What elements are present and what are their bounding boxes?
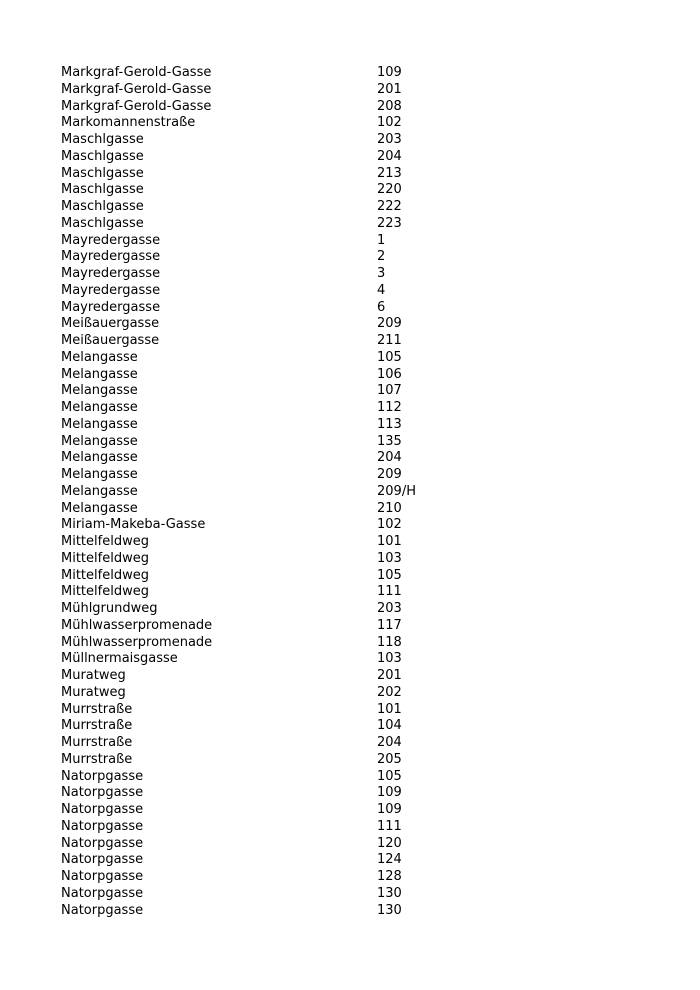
house-number-cell: 101 xyxy=(377,701,402,717)
table-row xyxy=(61,132,481,149)
house-number-cell: 135 xyxy=(377,433,402,449)
table-row xyxy=(61,568,481,585)
street-name-cell: Natorpgasse xyxy=(61,835,144,851)
table-row xyxy=(61,99,481,116)
table-row xyxy=(61,266,481,283)
house-number-cell: 104 xyxy=(377,718,402,734)
table-row xyxy=(61,249,481,266)
street-name-cell: Murrstraße xyxy=(61,701,133,717)
street-name-cell: Mittelfeldweg xyxy=(61,534,149,549)
street-name-cell: Mayredergasse xyxy=(61,282,161,298)
table-row xyxy=(61,82,481,99)
street-name-cell: Murrstraße xyxy=(61,718,133,734)
house-number-cell: 2 xyxy=(377,249,386,265)
table-row xyxy=(61,283,481,300)
house-number-cell: 213 xyxy=(377,165,402,181)
table-row xyxy=(61,434,481,451)
house-number-cell: 1 xyxy=(377,232,386,248)
street-name-cell: Natorpgasse xyxy=(61,885,144,901)
table-row xyxy=(61,182,481,199)
street-name-cell: Melangasse xyxy=(61,400,138,415)
table-row xyxy=(61,584,481,601)
table-row xyxy=(61,836,481,853)
house-number-cell: 211 xyxy=(377,333,402,348)
house-number-cell: 208 xyxy=(377,98,402,114)
street-name-cell: Mittelfeldweg xyxy=(61,567,149,583)
table-row xyxy=(61,316,481,333)
street-name-cell: Müllnermaisgasse xyxy=(61,651,178,667)
table-row xyxy=(61,350,481,367)
street-name-cell: Markgraf-Gerold-Gasse xyxy=(61,81,212,97)
street-name-cell: Murrstraße xyxy=(61,751,133,767)
house-number-cell: 201 xyxy=(377,81,402,97)
house-number-cell: 109 xyxy=(377,802,402,817)
street-name-cell: Miriam-Makeba-Gasse xyxy=(61,517,206,533)
street-name-cell: Melangasse xyxy=(61,483,138,499)
table-row xyxy=(61,668,481,685)
house-number-cell: 204 xyxy=(377,450,402,466)
house-number-cell: 3 xyxy=(377,266,386,281)
table-row xyxy=(61,551,481,568)
table-row xyxy=(61,785,481,802)
street-name-cell: Natorpgasse xyxy=(61,785,144,801)
table-row xyxy=(61,115,481,132)
table-row xyxy=(61,702,481,719)
street-name-cell: Melangasse xyxy=(61,416,138,432)
house-number-cell: 209 xyxy=(377,316,402,332)
street-name-cell: Melangasse xyxy=(61,349,138,365)
table-row xyxy=(61,333,481,350)
house-number-cell: 103 xyxy=(377,651,402,667)
street-name-cell: Muratweg xyxy=(61,668,126,683)
house-number-cell: 103 xyxy=(377,550,402,566)
address-table xyxy=(61,65,481,919)
house-number-cell: 120 xyxy=(377,835,402,851)
street-name-cell: Mayredergasse xyxy=(61,266,161,281)
table-row xyxy=(61,300,481,317)
street-name-cell: Markgraf-Gerold-Gasse xyxy=(61,98,212,114)
house-number-cell: 105 xyxy=(377,768,402,784)
table-row xyxy=(61,769,481,786)
table-row xyxy=(61,233,481,250)
street-name-cell: Melangasse xyxy=(61,500,138,516)
table-row xyxy=(61,869,481,886)
house-number-cell: 6 xyxy=(377,299,386,315)
street-name-cell: Natorpgasse xyxy=(61,802,144,817)
house-number-cell: 130 xyxy=(377,902,402,918)
street-name-cell: Meißauergasse xyxy=(61,316,160,332)
table-row xyxy=(61,618,481,635)
street-name-cell: Markgraf-Gerold-Gasse xyxy=(61,65,212,80)
house-number-cell: 209/H xyxy=(377,483,416,499)
street-name-cell: Mayredergasse xyxy=(61,232,161,248)
table-row xyxy=(61,601,481,618)
table-row xyxy=(61,166,481,183)
street-name-cell: Maschlgasse xyxy=(61,132,144,147)
table-row xyxy=(61,517,481,534)
street-name-cell: Maschlgasse xyxy=(61,199,144,214)
house-number-cell: 222 xyxy=(377,199,402,214)
table-row xyxy=(61,450,481,467)
street-name-cell: Melangasse xyxy=(61,467,138,482)
house-number-cell: 105 xyxy=(377,567,402,583)
table-row xyxy=(61,484,481,501)
table-row xyxy=(61,819,481,836)
table-row xyxy=(61,651,481,668)
house-number-cell: 105 xyxy=(377,349,402,365)
house-number-cell: 111 xyxy=(377,818,402,834)
street-name-cell: Melangasse xyxy=(61,366,138,382)
table-row xyxy=(61,417,481,434)
table-row xyxy=(61,65,481,82)
street-name-cell: Maschlgasse xyxy=(61,148,144,164)
house-number-cell: 204 xyxy=(377,735,402,750)
street-name-cell: Mühlwasserpromenade xyxy=(61,634,213,650)
house-number-cell: 112 xyxy=(377,400,402,415)
street-name-cell: Maschlgasse xyxy=(61,182,144,198)
table-row xyxy=(61,685,481,702)
street-name-cell: Mayredergasse xyxy=(61,249,161,265)
table-row xyxy=(61,501,481,518)
street-name-cell: Murrstraße xyxy=(61,735,133,750)
house-number-cell: 102 xyxy=(377,115,402,131)
house-number-cell: 113 xyxy=(377,416,402,432)
house-number-cell: 111 xyxy=(377,584,402,600)
street-name-cell: Natorpgasse xyxy=(61,902,144,918)
street-name-cell: Melangasse xyxy=(61,433,138,449)
table-row xyxy=(61,149,481,166)
street-name-cell: Mittelfeldweg xyxy=(61,550,149,566)
table-row xyxy=(61,383,481,400)
house-number-cell: 130 xyxy=(377,885,402,901)
house-number-cell: 209 xyxy=(377,467,402,482)
street-name-cell: Mühlgrundweg xyxy=(61,601,158,616)
house-number-cell: 117 xyxy=(377,617,402,633)
house-number-cell: 204 xyxy=(377,148,402,164)
house-number-cell: 124 xyxy=(377,852,402,868)
house-number-cell: 106 xyxy=(377,366,402,382)
house-number-cell: 109 xyxy=(377,65,402,80)
table-row xyxy=(61,367,481,384)
house-number-cell: 102 xyxy=(377,517,402,533)
house-number-cell: 202 xyxy=(377,684,402,700)
street-name-cell: Mittelfeldweg xyxy=(61,584,149,600)
house-number-cell: 109 xyxy=(377,785,402,801)
house-number-cell: 203 xyxy=(377,601,402,616)
street-name-cell: Mühlwasserpromenade xyxy=(61,617,213,633)
house-number-cell: 205 xyxy=(377,751,402,767)
table-row xyxy=(61,534,481,551)
street-name-cell: Mayredergasse xyxy=(61,299,161,315)
house-number-cell: 203 xyxy=(377,132,402,147)
table-row xyxy=(61,852,481,869)
table-row xyxy=(61,635,481,652)
house-number-cell: 223 xyxy=(377,215,402,231)
table-row xyxy=(61,199,481,216)
table-row xyxy=(61,735,481,752)
house-number-cell: 118 xyxy=(377,634,402,650)
table-row xyxy=(61,886,481,903)
house-number-cell: 4 xyxy=(377,282,386,298)
street-name-cell: Natorpgasse xyxy=(61,869,144,884)
house-number-cell: 220 xyxy=(377,182,402,198)
table-row xyxy=(61,718,481,735)
street-name-cell: Natorpgasse xyxy=(61,852,144,868)
street-name-cell: Meißauergasse xyxy=(61,333,160,348)
street-name-cell: Natorpgasse xyxy=(61,768,144,784)
street-name-cell: Maschlgasse xyxy=(61,165,144,181)
table-row xyxy=(61,400,481,417)
street-name-cell: Melangasse xyxy=(61,383,138,399)
house-number-cell: 107 xyxy=(377,383,402,399)
street-name-cell: Muratweg xyxy=(61,684,126,700)
table-row xyxy=(61,216,481,233)
house-number-cell: 210 xyxy=(377,500,402,516)
house-number-cell: 128 xyxy=(377,869,402,884)
table-row xyxy=(61,467,481,484)
house-number-cell: 201 xyxy=(377,668,402,683)
street-name-cell: Maschlgasse xyxy=(61,215,144,231)
street-name-cell: Melangasse xyxy=(61,450,138,466)
house-number-cell: 101 xyxy=(377,534,402,549)
table-row xyxy=(61,802,481,819)
street-name-cell: Natorpgasse xyxy=(61,818,144,834)
table-row xyxy=(61,752,481,769)
table-row xyxy=(61,903,481,920)
street-name-cell: Markomannenstraße xyxy=(61,115,196,131)
